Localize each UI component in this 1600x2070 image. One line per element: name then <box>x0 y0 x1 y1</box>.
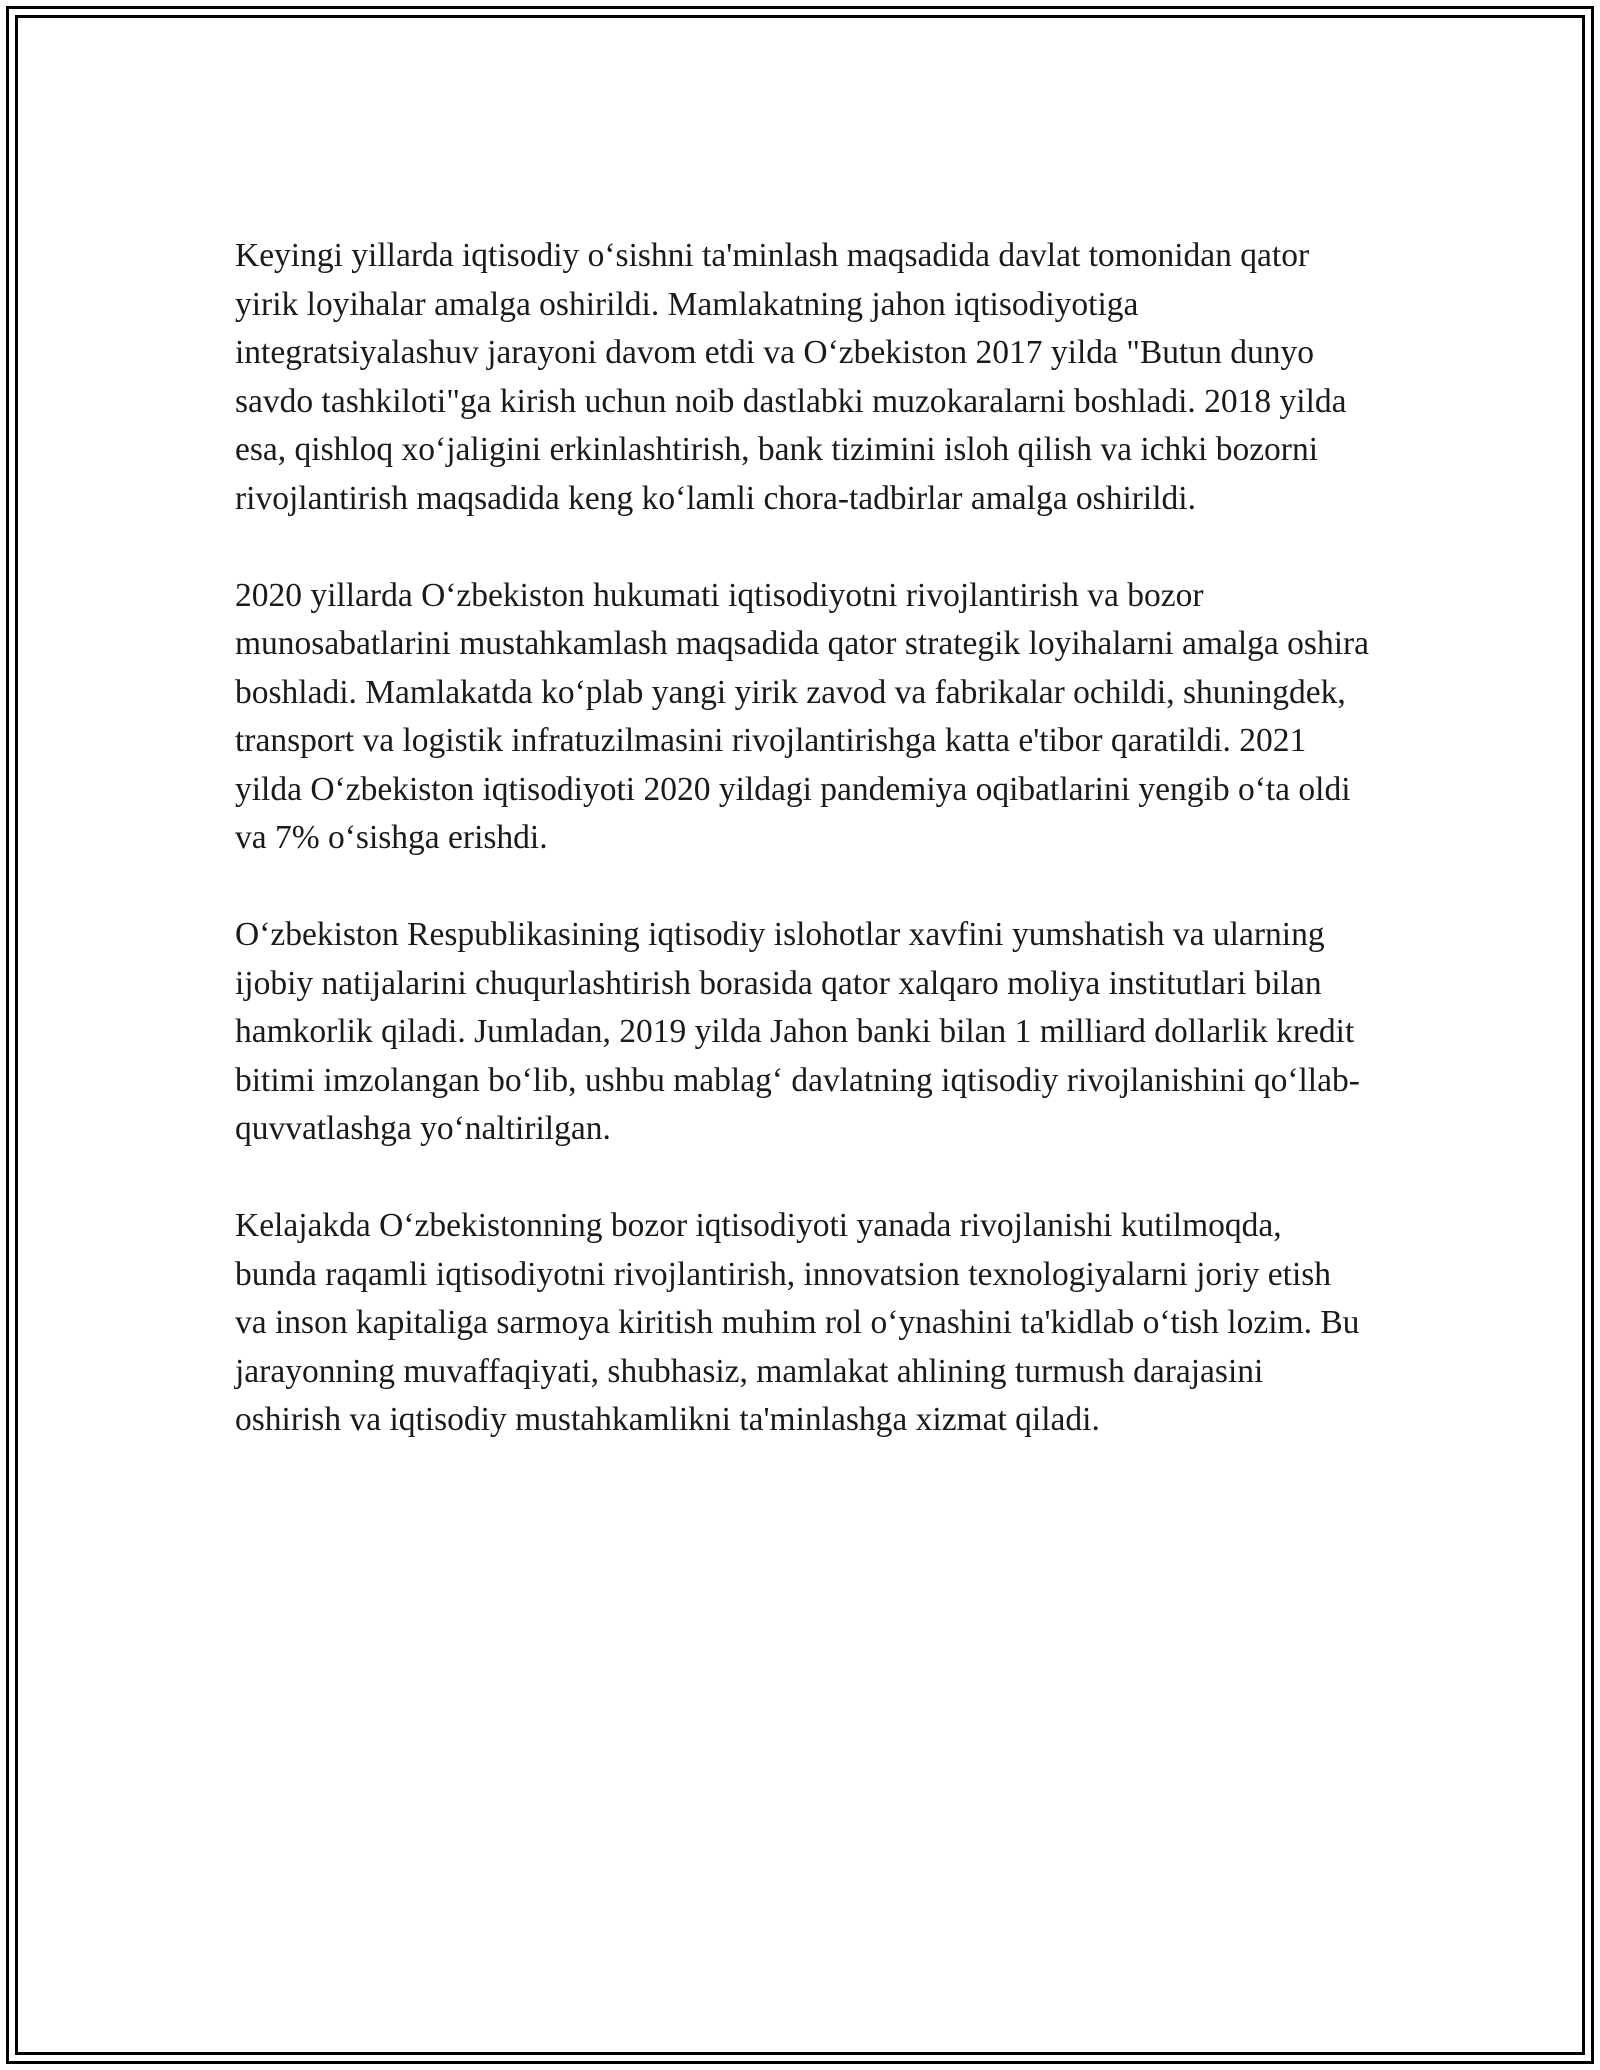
paragraph-4: Kelajakda Oʻzbekistonning bozor iqtisodiyoti yanada rivojlanishi kutilmoqda, bunda raqamli iqtisodiyotni rivojlantirish, innovatsion texnologiyalarni joriy etish va inson kapitaliga sarmoya kiritish muhim rol oʻynashini ta'kidlab oʻtish lozim. Bu jarayonning muvaffaqiyati, shubhasiz, mamlakat ahlining turmush darajasini oshirish va iqtisodiy mustahkamlikni ta'minlashga xizmat qiladi. <box>235 1207 1360 1438</box>
paragraph-1: Keyingi yillarda iqtisodiy oʻsishni ta'minlash maqsadida davlat tomonidan qator yirik loyihalar amalga oshirildi. Mamlakatning jahon iqtisodiyotiga integratsiyalashuv jarayoni davom etdi va Oʻzbekiston 2017 yilda "Butun dunyo savdo tashkiloti"ga kirish uchun noib dastlabki muzokaralarni boshladi. 2018 yilda esa, qishloq xoʻjaligini erkinlashtirish, bank tizimini isloh qilish va ichki bozorni rivojlantirish maqsadida keng koʻlamli chora-tadbirlar amalga oshirildi. <box>235 237 1347 517</box>
paragraph-2: 2020 yillarda Oʻzbekiston hukumati iqtisodiyotni rivojlantirish va bozor munosabatlarini mustahkamlash maqsadida qator strategik loyihalarni amalga oshira boshladi. Mamlakatda koʻplab yangi yirik zavod va fabrikalar ochildi, shuningdek, transport va logistik infratuzilmasini rivojlantirishga katta e'tibor qaratildi. 2021 yilda Oʻzbekiston iqtisodiyoti 2020 yildagi pandemiya oqibatlarini yengib oʻta oldi va 7% oʻsishga erishdi. <box>235 576 1370 856</box>
paragraph-3: Oʻzbekiston Respublikasining iqtisodiy islohotlar xavfini yumshatish va ularning ijobiy natijalarini chuqurlashtirish borasida qator xalqaro moliya institutlari bilan hamkorlik qiladi. Jumladan, 2019 yilda Jahon banki bilan 1 milliard dollarlik kredit bitimi imzolangan boʻlib, ushbu mablagʻ davlatning iqtisodiy rivojlanishini qoʻllab-quvvatlashga yoʻnaltirilgan. <box>235 916 1360 1147</box>
document-body <box>235 232 1370 1493</box>
